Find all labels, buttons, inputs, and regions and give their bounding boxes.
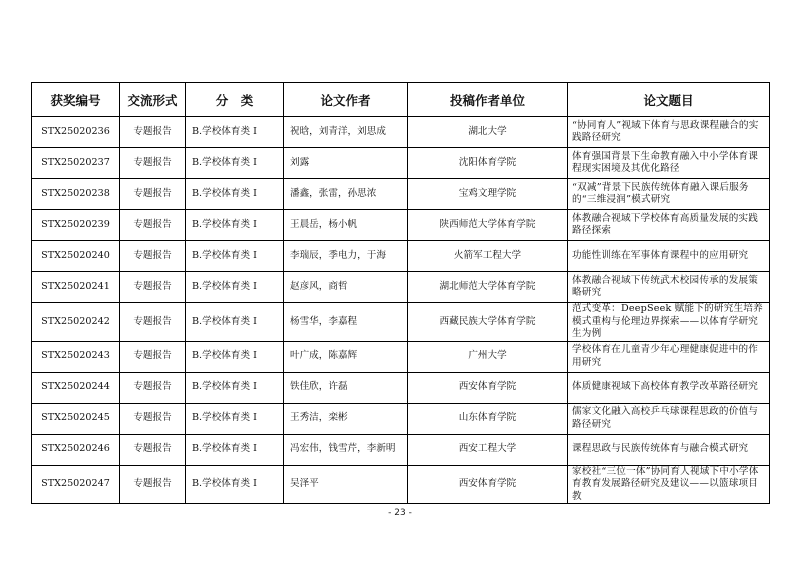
cell-unit: 湖北师范大学体育学院 [408, 272, 568, 303]
cell-unit: 广州大学 [408, 341, 568, 372]
header-award-id: 获奖编号 [32, 83, 120, 117]
table-row [32, 272, 770, 303]
cell-unit: 陕西师范大学体育学院 [408, 210, 568, 241]
cell-authors: 刘露 [284, 148, 408, 179]
cell-award-id: STX25020245 [32, 403, 120, 434]
cell-unit: 宝鸡文理学院 [408, 179, 568, 210]
cell-category: B.学校体育类 I [186, 341, 284, 372]
cell-form: 专题报告 [120, 179, 186, 210]
cell-award-id: STX25020241 [32, 272, 120, 303]
cell-award-id: STX25020242 [32, 303, 120, 342]
cell-unit: 西安工程大学 [408, 434, 568, 465]
table-row [32, 403, 770, 434]
cell-form: 专题报告 [120, 117, 186, 148]
cell-award-id: STX25020237 [32, 148, 120, 179]
cell-title: “协同育人”视域下体育与思政课程融合的实践路径研究 [568, 117, 770, 148]
cell-title: 体教融合视域下传统武术校园传承的发展策略研究 [568, 272, 770, 303]
table-row [32, 434, 770, 465]
cell-category: B.学校体育类 I [186, 241, 284, 272]
table-header-row [32, 83, 770, 117]
cell-title: 体教融合视域下学校体育高质量发展的实践路径探索 [568, 210, 770, 241]
cell-category: B.学校体育类 I [186, 465, 284, 504]
cell-authors: 李瑞辰，季电力，于海 [284, 241, 408, 272]
cell-authors: 王秀洁，栾彬 [284, 403, 408, 434]
cell-form: 专题报告 [120, 241, 186, 272]
cell-award-id: STX25020246 [32, 434, 120, 465]
cell-unit: 沈阳体育学院 [408, 148, 568, 179]
cell-title: 学校体育在儿童青少年心理健康促进中的作用研究 [568, 341, 770, 372]
cell-category: B.学校体育类 I [186, 148, 284, 179]
cell-category: B.学校体育类 I [186, 372, 284, 403]
page-number: - 23 - [388, 508, 412, 518]
cell-title: 课程思政与民族传统体育与融合模式研究 [568, 434, 770, 465]
header-form: 交流形式 [120, 83, 186, 117]
table-row [32, 341, 770, 372]
cell-award-id: STX25020244 [32, 372, 120, 403]
cell-category: B.学校体育类 I [186, 117, 284, 148]
cell-authors: 王晨岳，杨小帆 [284, 210, 408, 241]
table-body [32, 117, 770, 504]
cell-unit: 火箭军工程大学 [408, 241, 568, 272]
header-authors: 论文作者 [284, 83, 408, 117]
cell-form: 专题报告 [120, 403, 186, 434]
cell-authors: 杨雪华，李嘉程 [284, 303, 408, 342]
cell-authors: 祝晗，刘青洋，刘思成 [284, 117, 408, 148]
table-row [32, 465, 770, 504]
table-row [32, 241, 770, 272]
cell-title: 体育强国背景下生命教育融入中小学体育课程现实困境及其优化路径 [568, 148, 770, 179]
cell-form: 专题报告 [120, 434, 186, 465]
table-row [32, 303, 770, 342]
cell-award-id: STX25020243 [32, 341, 120, 372]
header-title: 论文题目 [568, 83, 770, 117]
cell-unit: 湖北大学 [408, 117, 568, 148]
cell-category: B.学校体育类 I [186, 403, 284, 434]
cell-award-id: STX25020247 [32, 465, 120, 504]
cell-authors: 铁佳欣，许磊 [284, 372, 408, 403]
table-row [32, 148, 770, 179]
table-row [32, 179, 770, 210]
cell-category: B.学校体育类 I [186, 434, 284, 465]
cell-title: 体质健康视域下高校体育教学改革路径研究 [568, 372, 770, 403]
cell-authors: 吴泽平 [284, 465, 408, 504]
cell-unit: 山东体育学院 [408, 403, 568, 434]
cell-category: B.学校体育类 I [186, 179, 284, 210]
cell-unit: 西藏民族大学体育学院 [408, 303, 568, 342]
cell-form: 专题报告 [120, 372, 186, 403]
cell-title: 功能性训练在军事体育课程中的应用研究 [568, 241, 770, 272]
cell-form: 专题报告 [120, 210, 186, 241]
cell-category: B.学校体育类 I [186, 272, 284, 303]
awards-table [31, 82, 770, 504]
cell-award-id: STX25020240 [32, 241, 120, 272]
cell-award-id: STX25020238 [32, 179, 120, 210]
header-category: 分 类 [186, 83, 284, 117]
cell-award-id: STX25020236 [32, 117, 120, 148]
table-row [32, 117, 770, 148]
cell-category: B.学校体育类 I [186, 210, 284, 241]
cell-form: 专题报告 [120, 272, 186, 303]
cell-authors: 潘鑫，张雷，孙思浓 [284, 179, 408, 210]
table-row [32, 372, 770, 403]
cell-category: B.学校体育类 I [186, 303, 284, 342]
cell-title: 儒家文化融入高校乒乓球课程思政的价值与路径研究 [568, 403, 770, 434]
cell-form: 专题报告 [120, 341, 186, 372]
cell-authors: 赵彦风，商哲 [284, 272, 408, 303]
cell-title: 家校社“三位一体”协同育人视域下中小学体育教育发展路径研究及建议——以篮球项目教 [568, 465, 770, 504]
cell-unit: 西安体育学院 [408, 465, 568, 504]
cell-form: 专题报告 [120, 465, 186, 504]
cell-authors: 冯宏伟，钱雪芹，李新明 [284, 434, 408, 465]
cell-award-id: STX25020239 [32, 210, 120, 241]
cell-title: “双减”背景下民族传统体育融入课后服务的“三维浸润”模式研究 [568, 179, 770, 210]
header-unit: 投稿作者单位 [408, 83, 568, 117]
cell-form: 专题报告 [120, 148, 186, 179]
cell-form: 专题报告 [120, 303, 186, 342]
table-row [32, 210, 770, 241]
cell-title: 范式变革：DeepSeek 赋能下的研究生培养模式重构与伦理边界探索——以体育学研究生为例 [568, 303, 770, 342]
cell-authors: 叶广成，陈嘉辉 [284, 341, 408, 372]
cell-unit: 西安体育学院 [408, 372, 568, 403]
